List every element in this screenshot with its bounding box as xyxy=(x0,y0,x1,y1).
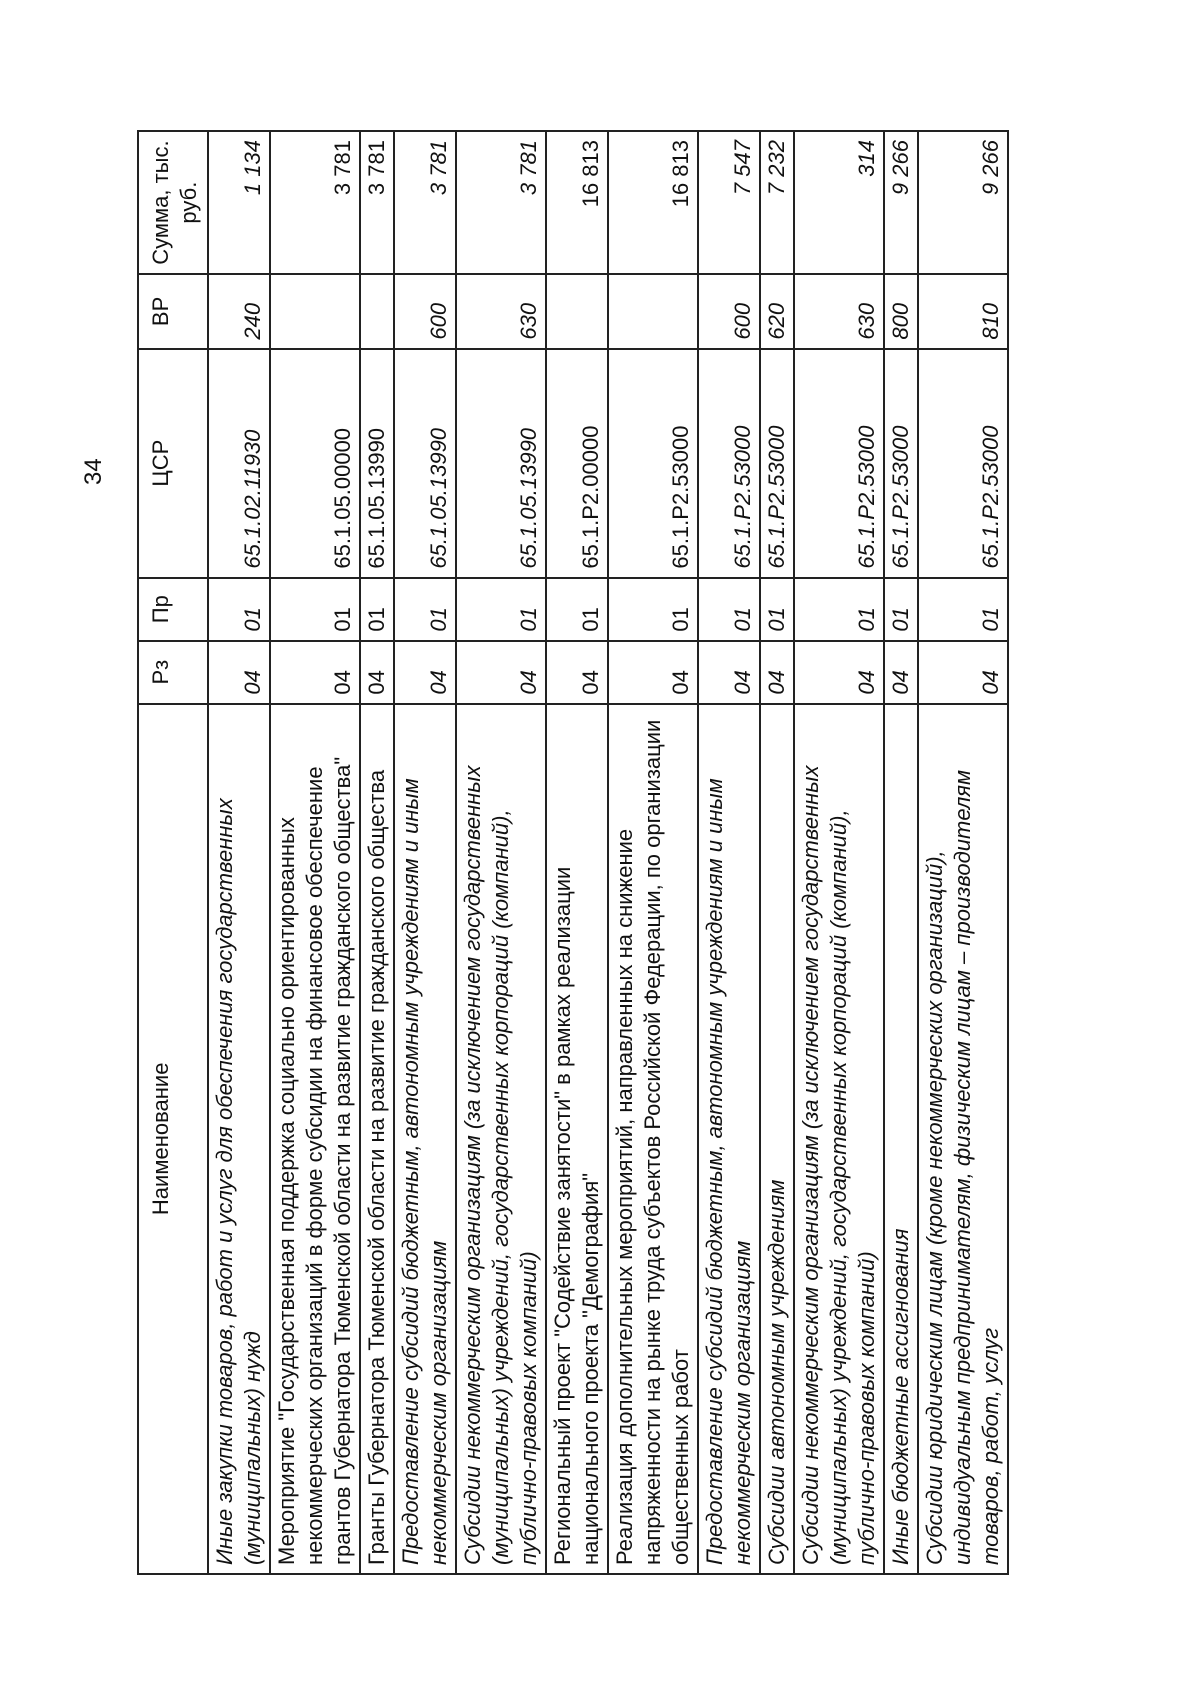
cell-rz: 04 xyxy=(760,641,794,704)
cell-rz: 04 xyxy=(360,641,394,704)
cell-rz: 04 xyxy=(208,641,270,704)
cell-csr: 65.1.P2.53000 xyxy=(698,349,760,578)
table-row xyxy=(884,131,918,1574)
table-row xyxy=(608,131,698,1574)
cell-vr xyxy=(546,274,608,348)
header-sum: Сумма, тыс. руб. xyxy=(138,131,208,274)
cell-sum: 16 813 xyxy=(546,131,608,274)
cell-vr: 630 xyxy=(456,274,546,348)
cell-pr: 01 xyxy=(394,578,456,641)
cell-sum: 9 266 xyxy=(918,131,1008,274)
table-row xyxy=(270,131,360,1574)
table-row xyxy=(698,131,760,1574)
cell-csr: 65.1.05.13990 xyxy=(360,349,394,578)
cell-pr: 01 xyxy=(918,578,1008,641)
cell-pr: 01 xyxy=(608,578,698,641)
cell-pr: 01 xyxy=(456,578,546,641)
cell-sum: 3 781 xyxy=(394,131,456,274)
cell-vr: 810 xyxy=(918,274,1008,348)
cell-name: Иные закупки товаров, работ и услуг для обеспечения государственных (муниципальных) нужд xyxy=(208,704,270,1574)
cell-name: Предоставление субсидий бюджетным, автономным учреждениям и иным некоммерческим организациям xyxy=(698,704,760,1574)
header-pr: Пр xyxy=(138,578,208,641)
cell-name: Субсидии некоммерческим организациям (за исключением государственных (муниципальных) учреждений, государственных корпораций (компаний), публично-правовых компаний) xyxy=(456,704,546,1574)
cell-csr: 65.1.P2.53000 xyxy=(760,349,794,578)
header-csr: ЦСР xyxy=(138,349,208,578)
cell-rz: 04 xyxy=(456,641,546,704)
table-row xyxy=(456,131,546,1574)
cell-csr: 65.1.05.13990 xyxy=(456,349,546,578)
cell-name: Субсидии автономным учреждениям xyxy=(760,704,794,1574)
header-name: Наименование xyxy=(138,704,208,1574)
cell-csr: 65.1.02.11930 xyxy=(208,349,270,578)
cell-vr: 620 xyxy=(760,274,794,348)
cell-pr: 01 xyxy=(360,578,394,641)
cell-rz: 04 xyxy=(608,641,698,704)
table-body xyxy=(208,131,1008,1574)
cell-pr: 01 xyxy=(698,578,760,641)
cell-name: Субсидии юридическим лицам (кроме некоммерческих организаций), индивидуальным предпринимателям, физическим лицам – производителям товаров, работ, услуг xyxy=(918,704,1008,1574)
header-rz: Рз xyxy=(138,641,208,704)
cell-pr: 01 xyxy=(760,578,794,641)
table-row xyxy=(394,131,456,1574)
cell-rz: 04 xyxy=(884,641,918,704)
cell-vr: 600 xyxy=(698,274,760,348)
cell-csr: 65.1.P2.53000 xyxy=(608,349,698,578)
cell-name: Региональный проект "Содействие занятости" в рамках реализации национального проекта "Демография" xyxy=(546,704,608,1574)
cell-name: Иные бюджетные ассигнования xyxy=(884,704,918,1574)
cell-sum: 3 781 xyxy=(456,131,546,274)
cell-name: Предоставление субсидий бюджетным, автономным учреждениям и иным некоммерческим организациям xyxy=(394,704,456,1574)
cell-rz: 04 xyxy=(918,641,1008,704)
cell-vr xyxy=(270,274,360,348)
table-row xyxy=(546,131,608,1574)
cell-name: Реализация дополнительных мероприятий, направленных на снижение напряженности на рынке труда субъектов Российской Федерации, по организации общественных работ xyxy=(608,704,698,1574)
table-row xyxy=(760,131,794,1574)
cell-vr: 630 xyxy=(794,274,884,348)
cell-name: Субсидии некоммерческим организациям (за исключением государственных (муниципальных) учреждений, государственных корпораций (компаний), публично-правовых компаний) xyxy=(794,704,884,1574)
header-row xyxy=(138,131,208,1574)
cell-name: Мероприятие "Государственная поддержка социально ориентированных некоммерческих организаций в форме субсидии на финансовое обеспечение грантов Губернатора Тюменской области на развитие гражданского общества" xyxy=(270,704,360,1574)
cell-sum: 9 266 xyxy=(884,131,918,274)
rotated-table-wrapper xyxy=(137,130,1003,1575)
cell-rz: 04 xyxy=(546,641,608,704)
page-number: 34 xyxy=(80,458,107,485)
cell-csr: 65.1.P2.53000 xyxy=(884,349,918,578)
cell-rz: 04 xyxy=(270,641,360,704)
cell-pr: 01 xyxy=(546,578,608,641)
cell-pr: 01 xyxy=(794,578,884,641)
header-vr: ВР xyxy=(138,274,208,348)
cell-name: Гранты Губернатора Тюменской области на развитие гражданского общества xyxy=(360,704,394,1574)
cell-sum: 314 xyxy=(794,131,884,274)
cell-sum: 3 781 xyxy=(360,131,394,274)
table-row xyxy=(208,131,270,1574)
cell-csr: 65.1.05.00000 xyxy=(270,349,360,578)
cell-csr: 65.1.P2.53000 xyxy=(918,349,1008,578)
cell-vr: 240 xyxy=(208,274,270,348)
cell-csr: 65.1.05.13990 xyxy=(394,349,456,578)
cell-pr: 01 xyxy=(208,578,270,641)
cell-sum: 7 232 xyxy=(760,131,794,274)
cell-vr xyxy=(360,274,394,348)
cell-sum: 1 134 xyxy=(208,131,270,274)
cell-vr: 600 xyxy=(394,274,456,348)
cell-sum: 16 813 xyxy=(608,131,698,274)
cell-csr: 65.1.P2.00000 xyxy=(546,349,608,578)
table-row xyxy=(360,131,394,1574)
cell-rz: 04 xyxy=(698,641,760,704)
cell-sum: 3 781 xyxy=(270,131,360,274)
cell-rz: 04 xyxy=(794,641,884,704)
cell-csr: 65.1.P2.53000 xyxy=(794,349,884,578)
budget-table xyxy=(137,130,1009,1575)
table-row xyxy=(794,131,884,1574)
cell-vr: 800 xyxy=(884,274,918,348)
cell-rz: 04 xyxy=(394,641,456,704)
cell-pr: 01 xyxy=(270,578,360,641)
cell-sum: 7 547 xyxy=(698,131,760,274)
cell-pr: 01 xyxy=(884,578,918,641)
cell-vr xyxy=(608,274,698,348)
table-row xyxy=(918,131,1008,1574)
